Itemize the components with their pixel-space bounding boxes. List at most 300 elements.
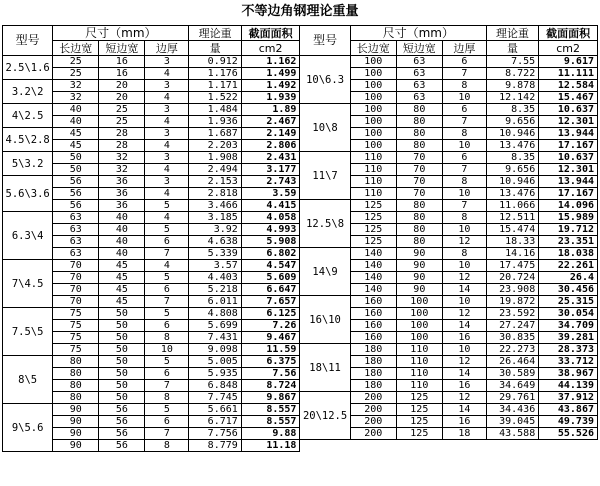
short-side-cell: 50 <box>99 380 145 392</box>
model-cell: 3.2\2 <box>3 80 53 104</box>
weight-cell: 12.142 <box>486 92 538 104</box>
long-side-cell: 125 <box>350 224 396 236</box>
area-cell: 2.467 <box>241 116 300 128</box>
weight-cell: 8.35 <box>486 104 538 116</box>
thickness-cell: 10 <box>145 344 189 356</box>
thickness-cell: 8 <box>145 392 189 404</box>
short-side-cell: 45 <box>99 260 145 272</box>
long-side-cell: 80 <box>53 392 99 404</box>
model-cell: 14\9 <box>300 248 350 296</box>
area-cell: 22.261 <box>539 260 598 272</box>
short-side-cell: 80 <box>396 104 442 116</box>
area-cell: 44.139 <box>539 380 598 392</box>
area-cell: 12.301 <box>539 116 598 128</box>
short-side-cell: 32 <box>99 152 145 164</box>
long-side-cell: 56 <box>53 176 99 188</box>
long-side-cell: 100 <box>350 116 396 128</box>
thickness-cell: 10 <box>442 260 486 272</box>
area-cell: 1.162 <box>241 56 300 68</box>
long-side-cell: 140 <box>350 272 396 284</box>
long-side-cell: 63 <box>53 236 99 248</box>
short-side-cell: 100 <box>396 308 442 320</box>
area-cell: 26.4 <box>539 272 598 284</box>
weight-cell: 12.511 <box>486 212 538 224</box>
thickness-cell: 16 <box>442 332 486 344</box>
weight-cell: 8.779 <box>189 440 241 452</box>
thickness-cell: 6 <box>145 284 189 296</box>
header-size-right: 尺寸（mm） <box>350 26 486 41</box>
model-cell: 5.6\3.6 <box>3 176 53 212</box>
area-cell: 6.375 <box>241 356 300 368</box>
long-side-cell: 100 <box>350 56 396 68</box>
model-cell: 7.5\5 <box>3 308 53 356</box>
header-short-side-left: 短边宽 <box>99 41 145 56</box>
header-weight-right: 理论重 <box>486 26 538 41</box>
short-side-cell: 16 <box>99 56 145 68</box>
short-side-cell: 70 <box>396 152 442 164</box>
area-cell: 9.617 <box>539 56 598 68</box>
area-cell: 15.989 <box>539 212 598 224</box>
area-cell: 19.712 <box>539 224 598 236</box>
area-cell: 2.743 <box>241 176 300 188</box>
weight-cell: 9.656 <box>486 164 538 176</box>
model-cell: 20\12.5 <box>300 392 350 440</box>
area-cell: 55.526 <box>539 428 598 440</box>
short-side-cell: 70 <box>396 164 442 176</box>
thickness-cell: 7 <box>442 116 486 128</box>
short-side-cell: 80 <box>396 116 442 128</box>
area-cell: 3.177 <box>241 164 300 176</box>
weight-cell: 6.011 <box>189 296 241 308</box>
weight-cell: 15.474 <box>486 224 538 236</box>
weight-cell: 18.33 <box>486 236 538 248</box>
long-side-cell: 80 <box>53 356 99 368</box>
short-side-cell: 20 <box>99 80 145 92</box>
long-side-cell: 25 <box>53 56 99 68</box>
area-cell: 23.351 <box>539 236 598 248</box>
thickness-cell: 8 <box>145 332 189 344</box>
area-cell: 30.054 <box>539 308 598 320</box>
long-side-cell: 100 <box>350 92 396 104</box>
header-size-left: 尺寸（mm） <box>53 26 189 41</box>
thickness-cell: 3 <box>145 80 189 92</box>
area-cell: 14.096 <box>539 200 598 212</box>
area-cell: 1.939 <box>241 92 300 104</box>
short-side-cell: 125 <box>396 416 442 428</box>
long-side-cell: 140 <box>350 260 396 272</box>
header-thickness-left: 边厚 <box>145 41 189 56</box>
weight-cell: 9.098 <box>189 344 241 356</box>
area-cell: 8.724 <box>241 380 300 392</box>
weight-cell: 9.878 <box>486 80 538 92</box>
long-side-cell: 56 <box>53 200 99 212</box>
short-side-cell: 56 <box>99 404 145 416</box>
weight-cell: 10.946 <box>486 176 538 188</box>
thickness-cell: 8 <box>442 212 486 224</box>
short-side-cell: 63 <box>396 68 442 80</box>
thickness-cell: 6 <box>145 320 189 332</box>
long-side-cell: 70 <box>53 284 99 296</box>
thickness-cell: 7 <box>145 380 189 392</box>
long-side-cell: 200 <box>350 392 396 404</box>
weight-cell: 1.908 <box>189 152 241 164</box>
weight-cell: 11.066 <box>486 200 538 212</box>
short-side-cell: 63 <box>396 80 442 92</box>
area-cell: 1.492 <box>241 80 300 92</box>
weight-cell: 26.464 <box>486 356 538 368</box>
short-side-cell: 63 <box>396 92 442 104</box>
long-side-cell: 125 <box>350 236 396 248</box>
model-cell: 16\10 <box>300 296 350 344</box>
header-row-1 <box>3 26 598 41</box>
thickness-cell: 5 <box>145 404 189 416</box>
model-cell: 10\8 <box>300 104 350 152</box>
long-side-cell: 50 <box>53 152 99 164</box>
thickness-cell: 14 <box>442 284 486 296</box>
weight-cell: 13.476 <box>486 188 538 200</box>
table-row <box>3 248 598 260</box>
thickness-cell: 14 <box>442 404 486 416</box>
thickness-cell: 10 <box>442 188 486 200</box>
thickness-cell: 8 <box>442 248 486 260</box>
area-cell: 6.125 <box>241 308 300 320</box>
area-cell: 9.88 <box>241 428 300 440</box>
thickness-cell: 3 <box>145 104 189 116</box>
header-weight-unit-left: 量 <box>189 41 241 56</box>
long-side-cell: 70 <box>53 296 99 308</box>
header-short-side-right: 短边宽 <box>396 41 442 56</box>
long-side-cell: 160 <box>350 332 396 344</box>
thickness-cell: 12 <box>442 272 486 284</box>
model-cell: 8\5 <box>3 356 53 404</box>
long-side-cell: 160 <box>350 296 396 308</box>
weight-cell: 17.475 <box>486 260 538 272</box>
weight-cell: 39.045 <box>486 416 538 428</box>
thickness-cell: 10 <box>442 296 486 308</box>
area-cell: 5.908 <box>241 236 300 248</box>
long-side-cell: 45 <box>53 140 99 152</box>
long-side-cell: 140 <box>350 248 396 260</box>
short-side-cell: 40 <box>99 212 145 224</box>
header-thickness-right: 边厚 <box>442 41 486 56</box>
weight-cell: 7.745 <box>189 392 241 404</box>
short-side-cell: 50 <box>99 308 145 320</box>
thickness-cell: 8 <box>442 176 486 188</box>
thickness-cell: 7 <box>145 248 189 260</box>
area-cell: 18.038 <box>539 248 598 260</box>
long-side-cell: 70 <box>53 272 99 284</box>
long-side-cell: 32 <box>53 92 99 104</box>
thickness-cell: 6 <box>442 56 486 68</box>
thickness-cell: 10 <box>442 92 486 104</box>
short-side-cell: 36 <box>99 188 145 200</box>
weight-cell: 27.247 <box>486 320 538 332</box>
area-cell: 1.499 <box>241 68 300 80</box>
area-cell: 8.557 <box>241 416 300 428</box>
weight-cell: 29.761 <box>486 392 538 404</box>
short-side-cell: 90 <box>396 284 442 296</box>
short-side-cell: 36 <box>99 200 145 212</box>
area-cell: 7.56 <box>241 368 300 380</box>
short-side-cell: 70 <box>396 176 442 188</box>
long-side-cell: 56 <box>53 188 99 200</box>
short-side-cell: 56 <box>99 428 145 440</box>
long-side-cell: 100 <box>350 128 396 140</box>
long-side-cell: 90 <box>53 416 99 428</box>
weight-cell: 34.649 <box>486 380 538 392</box>
short-side-cell: 50 <box>99 344 145 356</box>
long-side-cell: 75 <box>53 320 99 332</box>
thickness-cell: 7 <box>442 164 486 176</box>
short-side-cell: 50 <box>99 356 145 368</box>
model-cell: 10\6.3 <box>300 56 350 104</box>
short-side-cell: 125 <box>396 392 442 404</box>
long-side-cell: 140 <box>350 284 396 296</box>
long-side-cell: 110 <box>350 152 396 164</box>
area-cell: 30.456 <box>539 284 598 296</box>
table-row <box>3 344 598 356</box>
weight-cell: 8.722 <box>486 68 538 80</box>
weight-cell: 5.935 <box>189 368 241 380</box>
long-side-cell: 90 <box>53 428 99 440</box>
thickness-cell: 6 <box>145 416 189 428</box>
long-side-cell: 200 <box>350 404 396 416</box>
long-side-cell: 100 <box>350 80 396 92</box>
long-side-cell: 160 <box>350 320 396 332</box>
short-side-cell: 110 <box>396 380 442 392</box>
weight-cell: 10.946 <box>486 128 538 140</box>
short-side-cell: 110 <box>396 368 442 380</box>
thickness-cell: 10 <box>442 344 486 356</box>
area-cell: 11.59 <box>241 344 300 356</box>
area-cell: 3.59 <box>241 188 300 200</box>
area-cell: 4.993 <box>241 224 300 236</box>
area-cell: 4.547 <box>241 260 300 272</box>
table-row <box>3 392 598 404</box>
model-cell: 5\3.2 <box>3 152 53 176</box>
area-cell: 38.967 <box>539 368 598 380</box>
weight-cell: 43.588 <box>486 428 538 440</box>
thickness-cell: 5 <box>145 200 189 212</box>
weight-cell: 5.661 <box>189 404 241 416</box>
area-cell: 12.301 <box>539 164 598 176</box>
header-model-left: 型号 <box>3 26 53 56</box>
long-side-cell: 40 <box>53 116 99 128</box>
short-side-cell: 16 <box>99 68 145 80</box>
weight-cell: 34.436 <box>486 404 538 416</box>
weight-cell: 5.005 <box>189 356 241 368</box>
area-cell: 6.647 <box>241 284 300 296</box>
weight-cell: 6.848 <box>189 380 241 392</box>
area-cell: 11.111 <box>539 68 598 80</box>
short-side-cell: 90 <box>396 260 442 272</box>
thickness-cell: 12 <box>442 308 486 320</box>
short-side-cell: 110 <box>396 344 442 356</box>
weight-cell: 13.476 <box>486 140 538 152</box>
short-side-cell: 32 <box>99 164 145 176</box>
header-area-unit-right: cm2 <box>539 41 598 56</box>
long-side-cell: 63 <box>53 224 99 236</box>
short-side-cell: 100 <box>396 332 442 344</box>
thickness-cell: 4 <box>145 116 189 128</box>
long-side-cell: 90 <box>53 440 99 452</box>
short-side-cell: 100 <box>396 296 442 308</box>
long-side-cell: 25 <box>53 68 99 80</box>
weight-cell: 4.638 <box>189 236 241 248</box>
area-cell: 2.431 <box>241 152 300 164</box>
weight-cell: 22.273 <box>486 344 538 356</box>
thickness-cell: 5 <box>145 356 189 368</box>
short-side-cell: 125 <box>396 404 442 416</box>
short-side-cell: 28 <box>99 140 145 152</box>
steel-weight-table <box>2 25 598 452</box>
table-row <box>3 296 598 308</box>
model-cell: 4\2.5 <box>3 104 53 128</box>
thickness-cell: 7 <box>442 68 486 80</box>
short-side-cell: 80 <box>396 212 442 224</box>
short-side-cell: 28 <box>99 128 145 140</box>
short-side-cell: 45 <box>99 272 145 284</box>
area-cell: 17.167 <box>539 140 598 152</box>
long-side-cell: 125 <box>350 212 396 224</box>
header-area-right: 截面面积 <box>539 26 598 41</box>
long-side-cell: 200 <box>350 428 396 440</box>
short-side-cell: 36 <box>99 176 145 188</box>
thickness-cell: 4 <box>145 260 189 272</box>
table-row <box>3 440 598 452</box>
short-side-cell: 40 <box>99 224 145 236</box>
thickness-cell: 3 <box>145 176 189 188</box>
weight-cell: 3.466 <box>189 200 241 212</box>
table-row <box>3 200 598 212</box>
short-side-cell: 63 <box>396 56 442 68</box>
thickness-cell: 4 <box>145 140 189 152</box>
weight-cell: 5.699 <box>189 320 241 332</box>
area-cell: 9.867 <box>241 392 300 404</box>
short-side-cell: 100 <box>396 320 442 332</box>
area-cell: 2.806 <box>241 140 300 152</box>
model-cell: 6.3\4 <box>3 212 53 260</box>
long-side-cell: 63 <box>53 248 99 260</box>
page-title: 不等边角钢理论重量 <box>241 4 359 19</box>
long-side-cell: 50 <box>53 164 99 176</box>
long-side-cell: 180 <box>350 368 396 380</box>
short-side-cell: 90 <box>396 272 442 284</box>
short-side-cell: 40 <box>99 248 145 260</box>
area-cell: 13.944 <box>539 128 598 140</box>
area-cell: 13.944 <box>539 176 598 188</box>
area-cell: 11.18 <box>241 440 300 452</box>
weight-cell: 1.522 <box>189 92 241 104</box>
area-cell: 10.637 <box>539 104 598 116</box>
long-side-cell: 80 <box>53 380 99 392</box>
area-cell: 6.802 <box>241 248 300 260</box>
thickness-cell: 18 <box>442 428 486 440</box>
long-side-cell: 160 <box>350 308 396 320</box>
short-side-cell: 70 <box>396 188 442 200</box>
area-cell: 39.281 <box>539 332 598 344</box>
area-cell: 1.89 <box>241 104 300 116</box>
thickness-cell: 8 <box>442 128 486 140</box>
thickness-cell: 7 <box>442 200 486 212</box>
thickness-cell: 3 <box>145 152 189 164</box>
short-side-cell: 80 <box>396 140 442 152</box>
thickness-cell: 10 <box>442 224 486 236</box>
short-side-cell: 50 <box>99 368 145 380</box>
header-area-unit-left: cm2 <box>241 41 300 56</box>
thickness-cell: 4 <box>145 164 189 176</box>
model-cell: 18\11 <box>300 344 350 392</box>
long-side-cell: 200 <box>350 416 396 428</box>
thickness-cell: 4 <box>145 92 189 104</box>
area-cell: 33.712 <box>539 356 598 368</box>
table-row <box>3 56 598 68</box>
short-side-cell: 50 <box>99 332 145 344</box>
weight-cell: 3.57 <box>189 260 241 272</box>
weight-cell: 9.656 <box>486 116 538 128</box>
area-cell: 10.637 <box>539 152 598 164</box>
model-cell: 7\4.5 <box>3 260 53 308</box>
model-cell: 9\5.6 <box>3 404 53 452</box>
area-cell: 37.912 <box>539 392 598 404</box>
long-side-cell: 45 <box>53 128 99 140</box>
weight-cell: 20.724 <box>486 272 538 284</box>
header-long-side-left: 长边宽 <box>53 41 99 56</box>
short-side-cell: 110 <box>396 356 442 368</box>
short-side-cell: 40 <box>99 236 145 248</box>
thickness-cell: 4 <box>145 212 189 224</box>
model-cell: 12.5\8 <box>300 200 350 248</box>
weight-cell: 23.592 <box>486 308 538 320</box>
area-cell: 49.739 <box>539 416 598 428</box>
weight-cell: 23.908 <box>486 284 538 296</box>
area-cell: 7.657 <box>241 296 300 308</box>
thickness-cell: 3 <box>145 128 189 140</box>
thickness-cell: 5 <box>145 308 189 320</box>
short-side-cell: 50 <box>99 392 145 404</box>
table-body <box>3 56 598 452</box>
thickness-cell: 7 <box>145 428 189 440</box>
thickness-cell: 16 <box>442 416 486 428</box>
weight-cell: 5.218 <box>189 284 241 296</box>
weight-cell: 3.185 <box>189 212 241 224</box>
long-side-cell: 180 <box>350 344 396 356</box>
long-side-cell: 75 <box>53 308 99 320</box>
thickness-cell: 4 <box>145 68 189 80</box>
long-side-cell: 100 <box>350 104 396 116</box>
long-side-cell: 63 <box>53 212 99 224</box>
weight-cell: 14.16 <box>486 248 538 260</box>
long-side-cell: 40 <box>53 104 99 116</box>
weight-cell: 1.176 <box>189 68 241 80</box>
thickness-cell: 6 <box>442 152 486 164</box>
thickness-cell: 5 <box>145 272 189 284</box>
weight-cell: 30.835 <box>486 332 538 344</box>
thickness-cell: 7 <box>145 296 189 308</box>
weight-cell: 3.92 <box>189 224 241 236</box>
long-side-cell: 110 <box>350 164 396 176</box>
long-side-cell: 180 <box>350 356 396 368</box>
area-cell: 12.584 <box>539 80 598 92</box>
weight-cell: 7.55 <box>486 56 538 68</box>
short-side-cell: 25 <box>99 104 145 116</box>
area-cell: 2.149 <box>241 128 300 140</box>
table-row <box>3 104 598 116</box>
long-side-cell: 75 <box>53 332 99 344</box>
thickness-cell: 12 <box>442 392 486 404</box>
weight-cell: 19.872 <box>486 296 538 308</box>
weight-cell: 30.589 <box>486 368 538 380</box>
